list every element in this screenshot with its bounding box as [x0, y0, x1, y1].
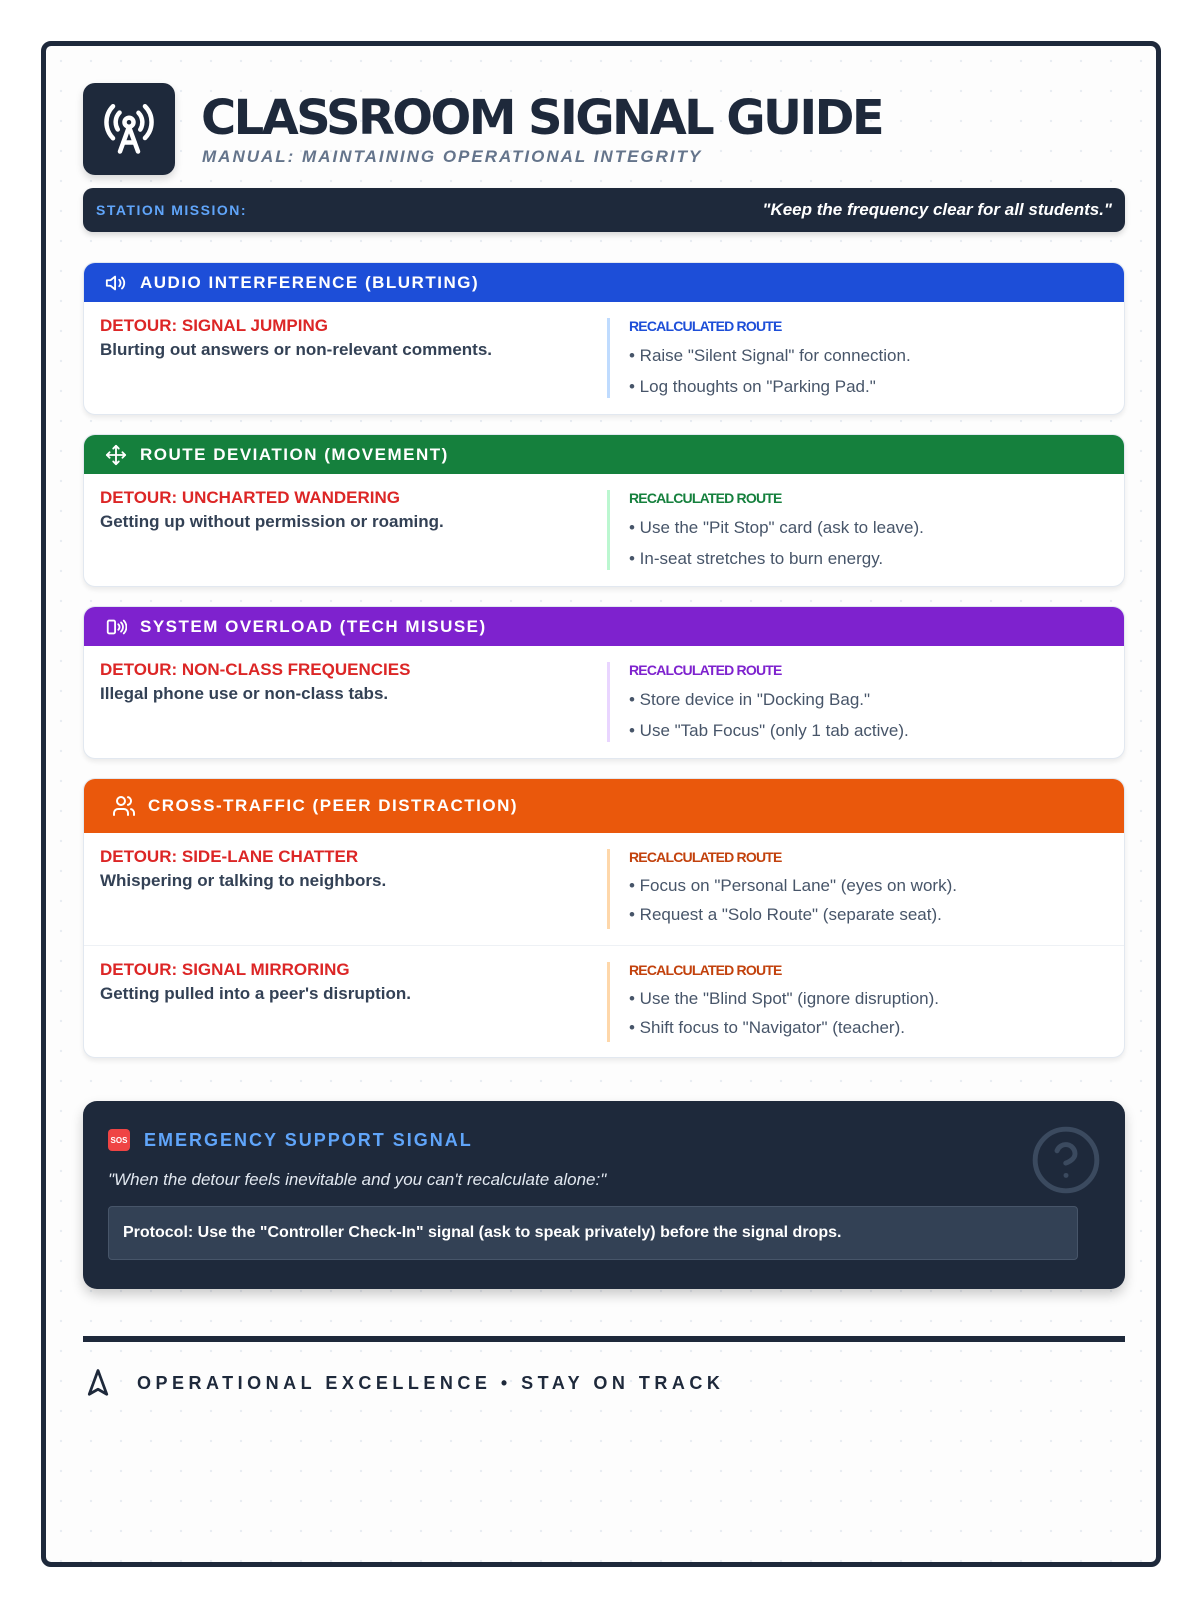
detour-row	[84, 474, 1124, 586]
detour-description: Blurting out answers or non-relevant comments.	[100, 340, 493, 359]
detour-row	[84, 302, 1124, 414]
mission-label: STATION MISSION:	[96, 202, 248, 218]
help-circle-icon	[1029, 1123, 1103, 1197]
route-label: RECALCULATED ROUTE	[629, 662, 782, 678]
page-title: CLASSROOM SIGNAL GUIDE	[201, 90, 883, 146]
sos-icon: SOS	[108, 1129, 130, 1151]
section-title: SYSTEM OVERLOAD (TECH MISUSE)	[140, 616, 487, 636]
navigation-arrow-icon	[83, 1368, 113, 1398]
speaker-icon	[104, 271, 128, 295]
section-header	[84, 607, 1124, 646]
detour-description: Getting pulled into a peer's disruption.	[100, 984, 411, 1003]
section-route-deviation	[83, 434, 1125, 587]
emergency-title-row	[108, 1129, 473, 1151]
page-subtitle: MANUAL: MAINTAINING OPERATIONAL INTEGRITY	[202, 147, 703, 166]
recalculated-route	[607, 490, 924, 570]
section-cross-traffic	[83, 778, 1125, 1058]
detour-description: Illegal phone use or non-class tabs.	[100, 684, 389, 703]
route-label: RECALCULATED ROUTE	[629, 849, 782, 865]
page-frame	[41, 41, 1161, 1567]
footer-text: OPERATIONAL EXCELLENCE • STAY ON TRACK	[137, 1372, 725, 1393]
footer	[83, 1368, 724, 1398]
footer-divider	[83, 1336, 1125, 1342]
section-system-overload	[83, 606, 1125, 759]
recalculated-route	[607, 662, 909, 742]
route-item: • Use "Tab Focus" (only 1 tab active).	[629, 721, 909, 740]
route-item: • Store device in "Docking Bag."	[629, 690, 871, 709]
section-title: CROSS-TRAFFIC (PEER DISTRACTION)	[148, 796, 519, 815]
detour-row	[84, 646, 1124, 758]
move-arrows-icon	[104, 443, 128, 467]
detour-description: Whispering or talking to neighbors.	[100, 871, 387, 890]
detour-title: DETOUR: UNCHARTED WANDERING	[100, 488, 401, 507]
phone-vibrate-icon	[104, 615, 128, 639]
route-item: • Use the "Blind Spot" (ignore disruption).	[629, 989, 940, 1008]
section-title: AUDIO INTERFERENCE (BLURTING)	[140, 272, 480, 292]
detour-title: DETOUR: SIDE-LANE CHATTER	[100, 847, 359, 866]
emergency-title: EMERGENCY SUPPORT SIGNAL	[144, 1129, 473, 1150]
section-title: ROUTE DEVIATION (MOVEMENT)	[140, 444, 449, 464]
users-icon	[112, 794, 136, 818]
logo	[83, 83, 175, 175]
protocol-box: Protocol: Use the "Controller Check-In" signal (ask to speak privately) before the signal drops.	[108, 1206, 1078, 1260]
detour-title: DETOUR: SIGNAL JUMPING	[100, 316, 328, 335]
section-header	[84, 435, 1124, 474]
route-item: • Request a "Solo Route" (separate seat).	[629, 905, 942, 924]
route-item: • In-seat stretches to burn energy.	[629, 549, 884, 568]
route-item: • Use the "Pit Stop" card (ask to leave).	[629, 518, 924, 537]
emergency-quote: "When the detour feels inevitable and you can't recalculate alone:"	[108, 1170, 607, 1189]
route-label: RECALCULATED ROUTE	[629, 318, 782, 334]
route-item: • Focus on "Personal Lane" (eyes on work).	[629, 876, 957, 895]
section-header	[84, 263, 1124, 302]
mission-banner	[83, 188, 1125, 232]
route-label: RECALCULATED ROUTE	[629, 962, 782, 978]
detour-description: Getting up without permission or roaming.	[100, 512, 444, 531]
emergency-support-panel	[83, 1101, 1125, 1289]
detour-title: DETOUR: NON-CLASS FREQUENCIES	[100, 660, 411, 679]
detour-row	[84, 945, 1124, 1057]
route-label: RECALCULATED ROUTE	[629, 490, 782, 506]
section-audio-interference	[83, 262, 1125, 415]
recalculated-route	[607, 318, 911, 398]
recalculated-route	[607, 849, 957, 929]
section-header	[84, 779, 1124, 833]
recalculated-route	[607, 962, 939, 1042]
mission-quote: "Keep the frequency clear for all students."	[762, 200, 1112, 219]
detour-row	[84, 833, 1124, 945]
detour-title: DETOUR: SIGNAL MIRRORING	[100, 960, 350, 979]
route-item: • Raise "Silent Signal" for connection.	[629, 346, 911, 365]
route-item: • Shift focus to "Navigator" (teacher).	[629, 1018, 905, 1037]
antenna-icon	[102, 102, 156, 156]
route-item: • Log thoughts on "Parking Pad."	[629, 377, 876, 396]
